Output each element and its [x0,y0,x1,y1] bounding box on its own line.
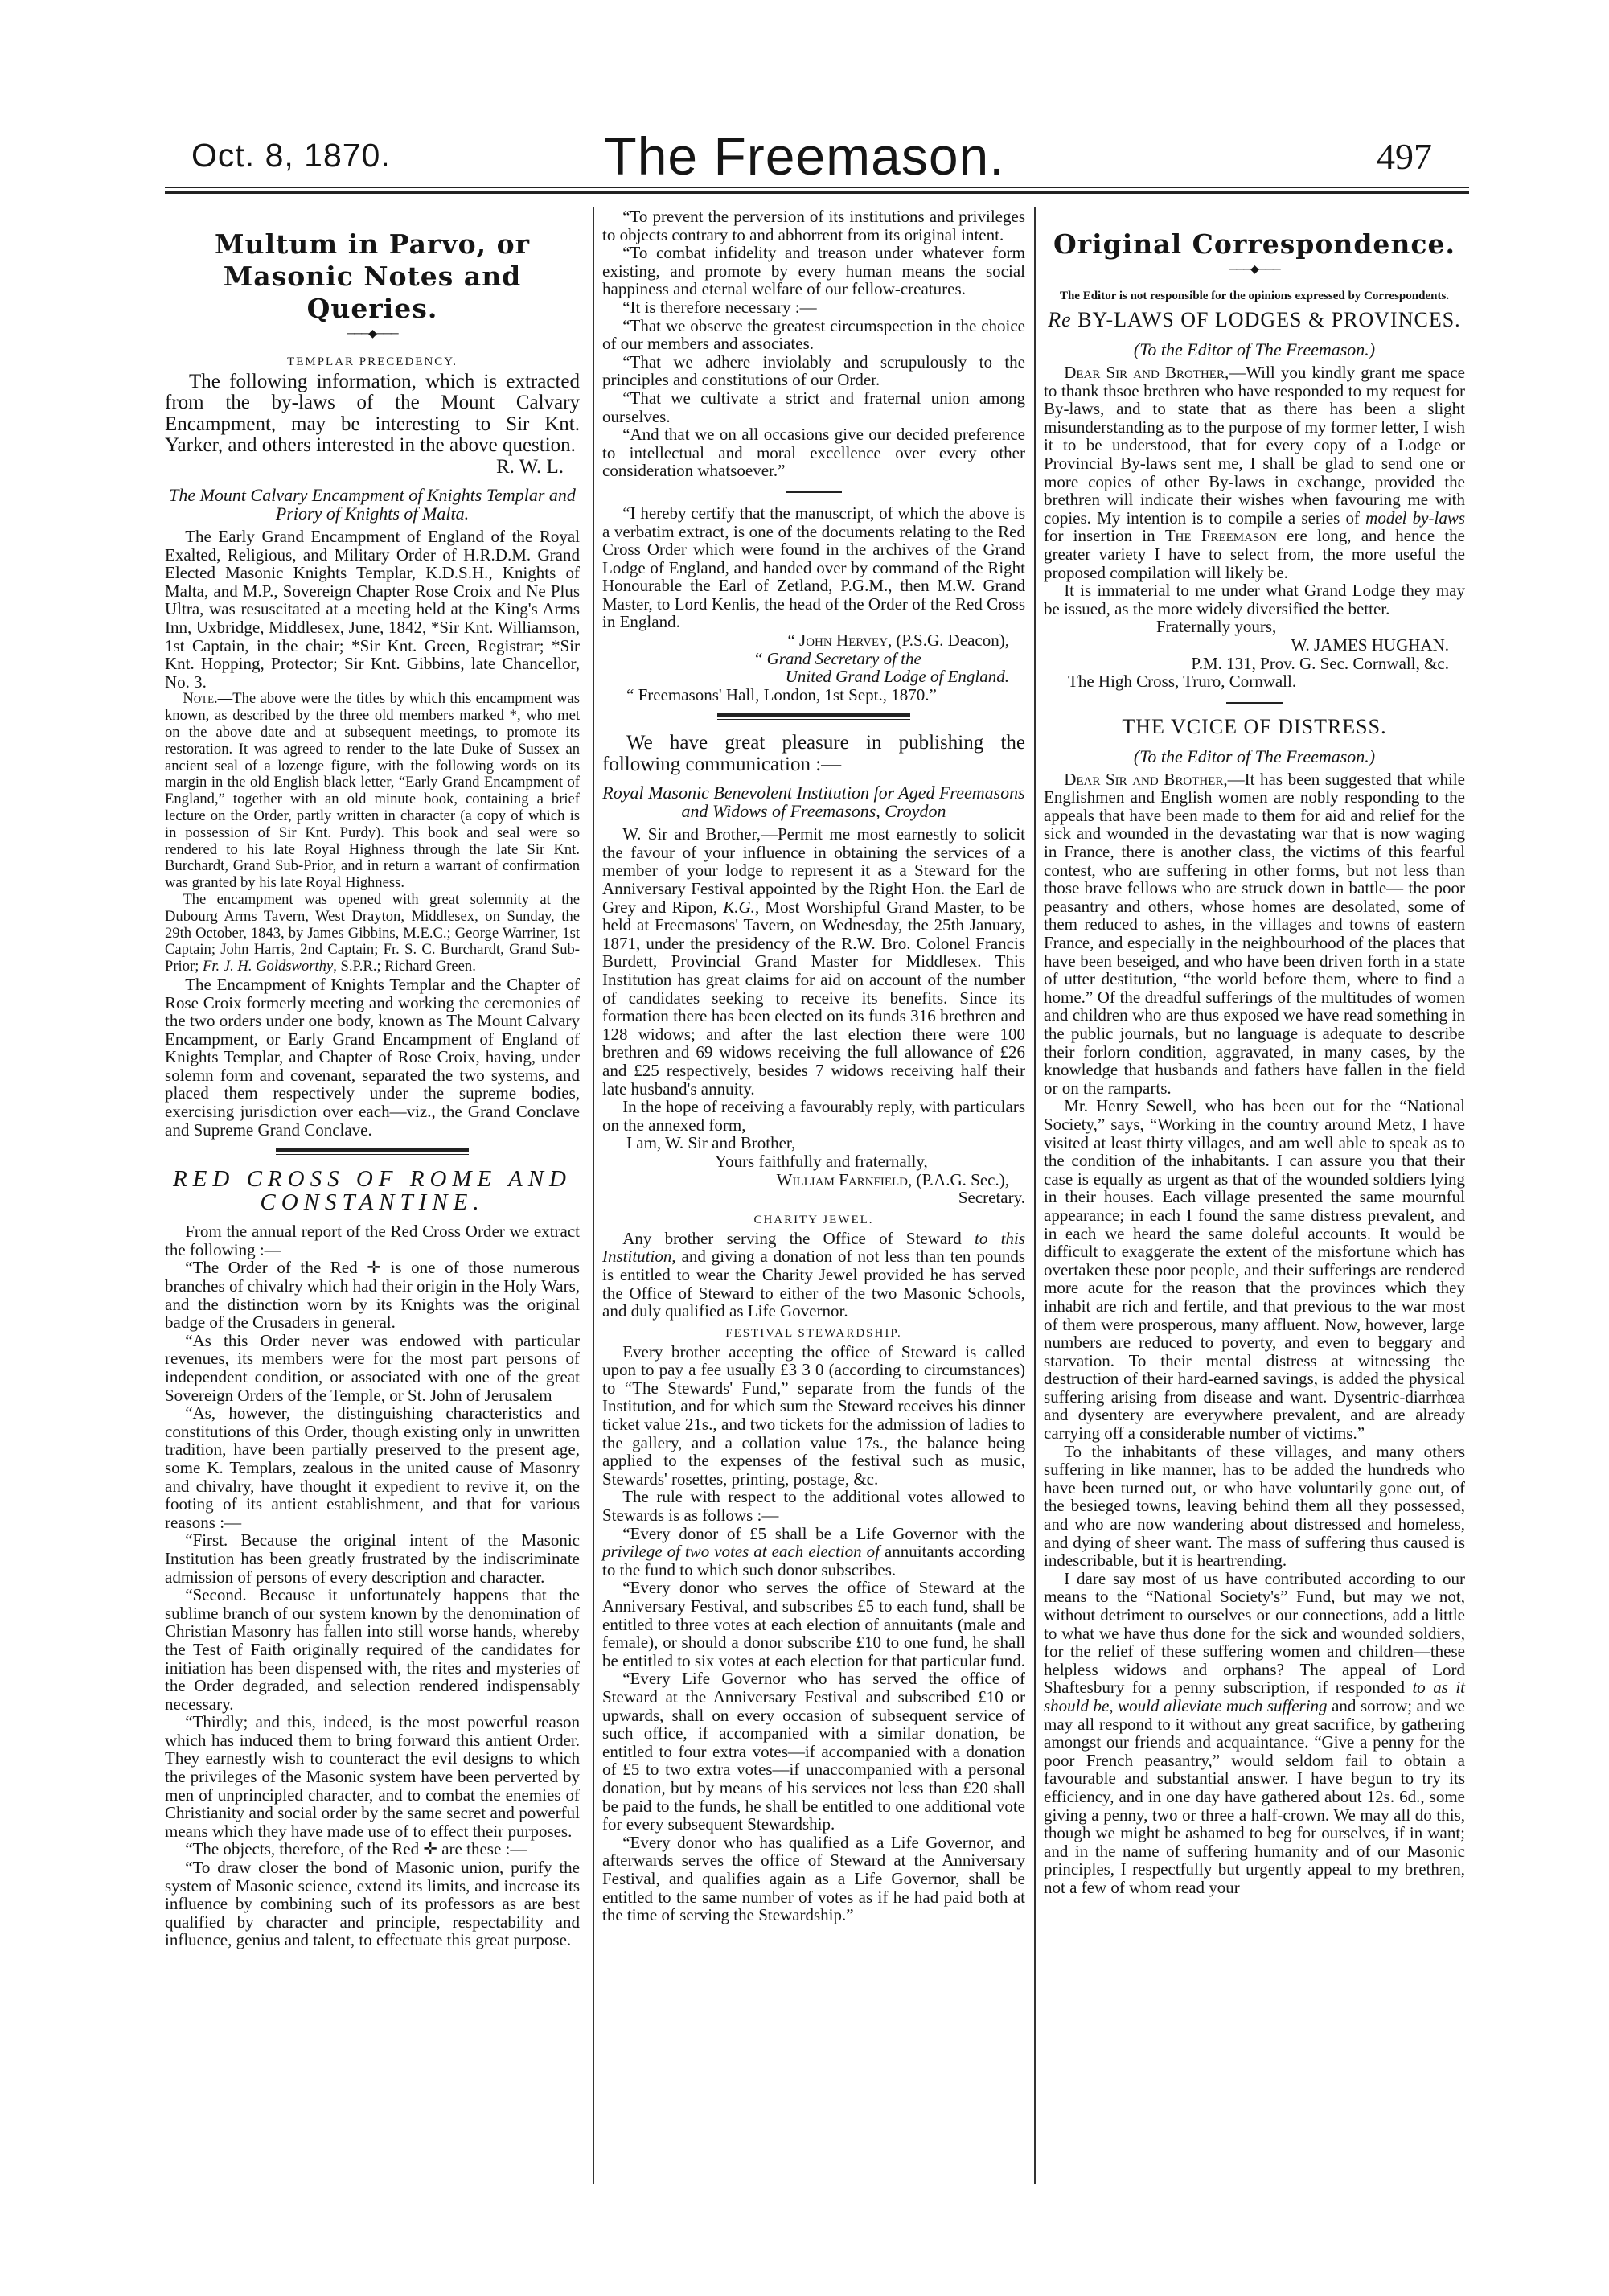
column-divider [593,207,594,2184]
small-caps-run: Dear Sir and Brother [1064,363,1225,382]
short-rule [786,491,842,493]
text-run: ere long, and hence the greater variety I have to select from, the more useful the proposed compilation will likely be. [1044,526,1465,582]
column-right [1044,207,1465,1897]
text-run: ,—It has been suggested that while Englishmen and English women are nobly responding to the appeals that have been made to them for aid and relief for the sick and wounded in the devastating war that is now waging in France, there is another class, the victims of this fearful contest, who are suffering in other forms, but not less than those brave fellows who are struck down in battle— the poor peasantry and others, whose homes are desolated, some of them reduced to ashes, in the villages and towns of eastern France, and especially in the neighbourhood of the places that have been beseiged, and who have been driven forth in a state of utter destitution, “the world before them, where to find a home.” Of the dreadful sufferings of the multitudes of women and children who are thus exposed we have read something in the public journals, but no language is adequate to describe their forlorn condition, aggravated, in many cases, by the knowledge that husbands and fathers have fallen in the field or on the ramparts. [1044,769,1465,1098]
paragraph: “As this Order never was endowed with particular revenues, its members were for the most part persons of independent condition, or associated with one of the great Sovereign Orders of the Temple, or St. John of Jerusalem [165,1330,580,1405]
paragraph: “Second. Because it unfortunately happens that the sublime branch of our system known by the denomination of Christian Masonry has fallen into still worse hands, whereby the Test of Faith originally required of the candidates for initiation has been dispensed with, the rites and mysteries of the Order degraded, and selection rendered indispensably necessary. [165,1585,580,1714]
italic-run: to as it should be, would alleviate much suffering [1044,1678,1465,1715]
newspaper-title: The Freemason. [604,126,1005,186]
paragraph: “It is therefore necessary :— [622,297,817,317]
signature-line: The High Cross, Truro, Cornwall. [1068,672,1297,692]
italic-run: Re [1048,308,1072,331]
paragraph: “The Order of the Red ✛ is one of those numerous branches of chivalry which had their origin in the Holy Wars, and the distinction worn by its Knights was the original badge of the Crusaders in general. [165,1258,580,1333]
editor-disclaimer: The Editor is not responsible for the opinions expressed by Correspondents. [1059,290,1450,302]
signature-line: W. JAMES HUGHAN. [1291,635,1449,655]
text-run: , Most Worshipful Grand Master, to be held at Freemasons' Tavern, on Wednesday, the 25th January, 1871, under the presidency of the R.W. Bro. Colonel Francis Burdett, Provincial Grand Master for Middlesex. This Institution has great claims for aid on account of the number of candidates seeking to receive its benefits. Since its formation there has been elected on its funds 316 brethren and 128 widows; and after the last election there were 100 brethren and 69 widows receiving the full allowance of £26 and £25 respectively, besides 7 widows receiving half their late husband's annuity. [602,897,1025,1099]
italic-heading: (To the Editor of The Freemason.) [1133,745,1376,766]
paragraph [1044,1570,1465,1897]
paragraph: It is immaterial to me under what Grand Lodge they may be issued, as the more widely diversified the better. [1044,581,1465,618]
text-run: I dare say most of us have contributed according to our means to the “National Society's” Fund, but may we not, without detriment to ourselves or our connections, add a little to what we have thus done for the sick and wounded soldiers, for the relief of these suffering women and children—these helpless widows and orphans? The appeal of Lord Shaftesbury for a penny subscription, if responded [1044,1568,1465,1698]
paragraph: “To combat infidelity and treason under whatever form existing, and promote by every human means the social happiness and eternal welfare of our fellow-creatures. [602,243,1025,299]
issue-date: Oct. 8, 1870. [191,137,391,174]
subheading: TEMPLAR PRECEDENCY. [287,355,458,368]
paragraph: The Encampment of Knights Templar and the Chapter of Rose Croix formerly meeting and working the ceremonies of the two orders under one body, known as The Mount Calvary Encampment, or Early Grand Encampment of England of Knights Templar, and Chapter of Rose Croix, having, under solemn form and covenant, separated the two systems, and placed them respectively under the supreme bodies, exercising jurisdiction over each—viz., the Grand Conclave and Supreme Grand Conclave. [165,974,580,1140]
paragraph: “Thirdly; and this, indeed, is the most powerful reason which has induced them to bring forward this antient Order. They earnestly wish to counteract the evil designs to which the privileges of the Masonic system have been perverted by men of unprincipled character, and to combat the enemies of Christianity and social order by the same secret and powerful means which they have made use of to effect their purposes. [165,1712,580,1841]
paragraph: Every brother accepting the office of Steward is called upon to pay a fee usually £3 3 0 (according to circumstances) to “The Stewards' Fund,” separate from the funds of the Institution, and for which sum the Steward receives his dinner ticket value 21s., and two tickets for the admission of ladies to the gallery, and a collation value 17s., the balance being applied to the expenses of the festival such as music, Stewards' rosettes, printing, postage, &c. [602,1341,1025,1489]
text-run: ,—Will you kindly grant me space to thank thsoe brethren who have responded to my request for By-laws, and to state that as there has been a slight misunderstanding as to the purpose of my former letter, I wish it to be understood, that for every copy of a Lodge or Provincial By-laws sent me, I shall be glad to send one or more copies of other By-laws in exchange, provided the brethren will indicate their wishes when favouring me with copies. My intention is to compile a series of [1044,363,1465,528]
short-rule [1226,702,1283,704]
column-divider [1034,207,1036,2184]
paragraph: “The objects, therefore, of the Red ✛ are these :— [185,1839,527,1859]
signature-line: “ Freemasons' Hall, London, 1st Sept., 1870.” [626,684,937,704]
subheading: CHARITY JEWEL. [753,1213,874,1226]
paragraph: “And that we on all occasions give our decided preference to intellectual and moral excellence over every other consideration whatsoever.” [602,425,1025,481]
text-run: —The above were the titles by which this encampment was known, as described by the three old members marked *, who met on the above date and at subsequent meetings, to promote its restoration. It was agreed to render to the late Duke of Sussex an ancient seal of a lozenge figure, with the following words on its margin in the old English black letter, “Early Grand Encampment of England,” together with an old minute book, containing a brief lecture on the Order, partly written in character (a copy of which is in possession of Sir Knt. Purdy). This book and seal were so rendered to his late Royal Highness through the late Sir Knt. Burchardt, Grand Sub-Prior, and in return a warrant of confirmation was granted by his late Royal Highness. [165,690,580,892]
text-run: , (P.A.G. Sec.), [908,1169,1009,1189]
paragraph: “That we observe the greatest circumspection in the choice of our members and associates. [602,315,1025,354]
text-run: annuitants according to the fund to which such donor subscribes. [602,1542,1025,1579]
paragraph: “That we cultivate a strict and fraternal union among ourselves. [602,388,1025,426]
article-heading [1044,308,1465,332]
paragraph-lead: We have great pleasure in publishing the following communication :— [602,732,1025,775]
italic-run: Grand Secretary of the [766,648,921,668]
signature-line [602,667,1025,686]
text-run: , and giving a donation of not less than ten pounds is entitled to wear the Charity Jewel provided he has served the Office of Steward to either of the two Masonic Schools, and duly qualified as Life Governor. [602,1247,1025,1321]
paragraph-lead: The following information, which is extracted from the by-laws of the Mount Calvary Encampment, may be interesting to Sir Knt. Yarker, and others interested in the above question. [165,371,580,457]
text-run: , S.P.R.; Richard Green. [333,958,476,975]
italic-run: K.G. [723,897,755,917]
italic-run: model by-laws [1365,507,1466,528]
text-run: and sorrow; and we may all respond to it without any great sacrifice, by gathering amongst our friends and acquaintance. “Give a penny for the poor French peasantry,” would seldom fail to obtain a favourable and substantial answer. I have begun to try its efficiency, and in one day have gathered about 12s. 6d., some giving a penny, two or three a half-crown. We may all do this, though we might be ashamed to beg for ourselves, if in want; and in the name of suffering humanity and of our Masonic principles, I respectfully but urgently appeal to my brethren, not a few of whom read your [1044,1695,1465,1897]
section-rule [717,713,910,720]
text-run: BY-LAWS OF LODGES & PROVINCES. [1071,308,1461,331]
italic-run: to this Institution [602,1228,1025,1267]
paragraph: The Early Grand Encampment of England of the Royal Exalted, Religious, and Military Order of H.R.D.M. Grand Elected Masonic Knights Templar, K.D.S.H., Knights of Malta, and M.P., Sovereign Chapter Rose Croix and Ne Plus Ultra, was resuscitated at a meeting held at the King's Arms Inn, Uxbridge, Middlesex, June, 1842, *Sir Knt. Williamson, 1st Captain, in the chair; *Sir Knt. Green, Registrar; *Sir Knt. Hopping, Protector; Sir Knt. Gibbins, late Chancellor, No. 3. [165,527,580,692]
small-caps-run: William Farnfield [776,1169,908,1189]
subheading: FESTIVAL STEWARDSHIP. [725,1326,902,1340]
text-run: “Every donor of £5 shall be a Life Governor with the [622,1523,1025,1543]
signature-line: Yours faithfully and fraternally, [715,1151,928,1171]
text-run: “ [787,630,800,651]
ornament-divider: ───◆─── [347,328,398,340]
paragraph-note [165,691,580,892]
small-caps-run: The Freemason [1164,526,1277,546]
small-caps-run: Note. [183,690,218,708]
paragraph: “First. Because the original intent of the Masonic Institution has been greatly frustrated by the indiscriminate admission of persons of every description and character. [165,1530,580,1587]
signature-line: I am, W. Sir and Brother, [626,1133,796,1153]
small-caps-run: John Hervey [799,630,888,651]
italic-run: Fr. J. H. Goldsworthy [203,958,334,975]
paragraph [1044,363,1465,581]
paragraph: Mr. Henry Sewell, who has been out for the “National Society,” says, “Working in the country around Metz, I have visited at least thirty villages, and am well able to speak as to the condition of the inhabitants. I can assure you that their case is equally as urgent as that of the wounded soldiers lying in their houses. Each village presented the same mournful appearance; in each I found the same distress prevalent, and in each we heard the same doleful accounts. It would be difficult to exaggerate the extent of the misfortune which has overtaken these poor people, and their sufferings are rendered more acute for the reason that the provinces which they inhabit are rich and fertile, and that previous to the war most of them were prosperous, many affluent. Now, however, large numbers are reduced to poverty, and even to beggary and starvation. To their mental distress at witnessing the destruction of their hard-earned savings, is added the physical suffering arising from disease and want. Dysentric-diarrhœa and dysentery are everywhere prevalent, and are already carrying off a considerable number of victims.” [1044,1096,1465,1444]
signature-line [602,631,1025,650]
signature-line: Fraternally yours, [1156,617,1277,637]
paragraph: “I hereby certify that the manuscript, of which the above is a verbatim extract, is one of the documents relating to the Red Cross Order which were found in the archives of the Grand Lodge of England, and handed over by command of the Right Honourable the Earl of Zetland, P.G.M., then M.W. Grand Master, to Lord Kenlis, the head of the Order of the Red Cross in England. [602,503,1025,632]
italic-heading: (To the Editor of The Freemason.) [1133,339,1376,359]
paragraph [1044,770,1465,1098]
article-heading: RED CROSS OF ROME AND CONSTANTINE. [172,1166,573,1216]
column-middle [602,207,1025,1924]
paragraph [602,1525,1025,1579]
text-run: Any brother serving the Office of Steward [622,1228,975,1248]
signature-line: P.M. 131, Prov. G. Sec. Cornwall, &c. [1191,653,1449,673]
text-run: for insertion in [1044,526,1165,546]
italic-heading: The Mount Calvary Encampment of Knights Templar and Priory of Knights of Malta. [169,485,576,524]
article-heading: THE VCICE OF DISTRESS. [1122,714,1387,738]
italic-heading: Royal Masonic Benevolent Institution for Aged Freemasons and Widows of Freemasons, Croydon [602,782,1025,822]
paragraph: In the hope of receiving a favourably reply, with particulars on the annexed form, [602,1097,1025,1135]
paragraph: “To prevent the perversion of its institutions and privileges to objects contrary to and abhorrent from its original intent. [602,207,1025,244]
signature-line [602,1171,1025,1189]
page-number: 497 [1377,136,1432,177]
header-rule-thick [165,191,1469,194]
paragraph [602,1230,1025,1321]
section-heading: Multum in Parvo, or Masonic Notes and Queries. [215,228,530,324]
column-left [165,207,580,1949]
paragraph: “As, however, the distinguishing characteristics and constitutions of this Order, though existing only in unwritten tradition, have been partially preserved to the present age, some K. Templars, zealous in the united cause of Masonry and chivalry, have thought it expedient to revive it, on the footing of its antient establishment, and that for various reasons :— [165,1403,580,1532]
paragraph: The rule with respect to the additional votes allowed to Stewards is as follows :— [602,1487,1025,1526]
paragraph-note [165,892,580,975]
text-run: , (P.S.G. Deacon), [887,630,1009,651]
paragraph: “Every donor who has qualified as a Life Governor, and afterwards serves the office of Steward at the Anniversary Festival, and qualifies again as a Life Governor, shall be entitled to the same number of votes as if he had paid both at the time of serving the Stewardship.” [602,1832,1025,1925]
paragraph: From the annual report of the Red Cross Order we extract the following :— [165,1222,580,1259]
text-run: The encampment was opened with great solemnity at the Dubourg Arms Tavern, West Drayton, Middlesex, on Sunday, the 29th October, 1843, by James Gibbins, M.E.C.; George Warriner, 1st Captain; John Harris, 2nd Captain; Fr. S. C. Burchardt, Grand Sub-Prior; [165,890,580,975]
ornament-divider: ───◆─── [1229,264,1280,276]
signature-line [602,650,1025,668]
header-rule [165,187,1469,188]
small-caps-run: Dear Sir and Brother [1064,769,1224,789]
paragraph: “Every Life Governor who has served the office of Steward at the Anniversary Festival and subscribed £10 or upwards, shall on every occasion of subsequent service of such office, if accompanied with a similar donation, be entitled to four extra votes—if accompanied with a donation of £5 to two extra votes—if unaccompanied with a personal donation, but by means of his services not less than £20 shall be paid to the funds, he shall be entitled to one additional vote for every subsequent Stewardship. [602,1669,1025,1834]
text-run: W. Sir and Brother,—Permit me most earnestly to solicit the favour of your influence in obtaining the services of a member of your lodge to represent it as a Steward for the Anniversary Festival appointed by the Right Hon. the Earl de Grey and Ripon, [602,824,1025,917]
paragraph: “Every donor who serves the office of Steward at the Anniversary Festival, and subscribes £5 to each fund, shall be entitled to three votes at each election of annuitants (male and female), or should a donor subscribe £10 to one fund, he shall be entitled to six votes at each election for that particular fund. [602,1578,1025,1670]
section-rule [276,1148,469,1155]
italic-run: privilege of two votes at each election of [602,1542,880,1562]
paragraph: To the inhabitants of these villages, and many others suffering in like manner, has to be added the hundreds who have been turned out, or who have voluntarily gone out, of the besieged towns, leaving behind them all they possessed, and who are now wandering about distressed and homeless, and dying of sheer want. The mass of suffering thus caused is indescribable, but it is heartrending. [1044,1441,1465,1571]
text-run: “ [755,648,767,668]
paragraph: “To draw closer the bond of Masonic union, purify the system of Masonic science, extend its limits, and increase its influence by combining such of its professors as are best qualified by character and principle, respectability and influence, genius and talent, to effectuate this great purpose. [165,1858,580,1950]
signature-initials: R. W. L. [495,455,564,478]
paragraph [602,825,1025,1098]
paragraph: “That we adhere inviolably and scrupulously to the principles and constitutions of our Order. [602,351,1025,390]
signature-line: Secretary. [958,1188,1025,1208]
section-heading: Original Correspondence. [1053,228,1456,260]
italic-run: United Grand Lodge of England. [785,667,1009,687]
